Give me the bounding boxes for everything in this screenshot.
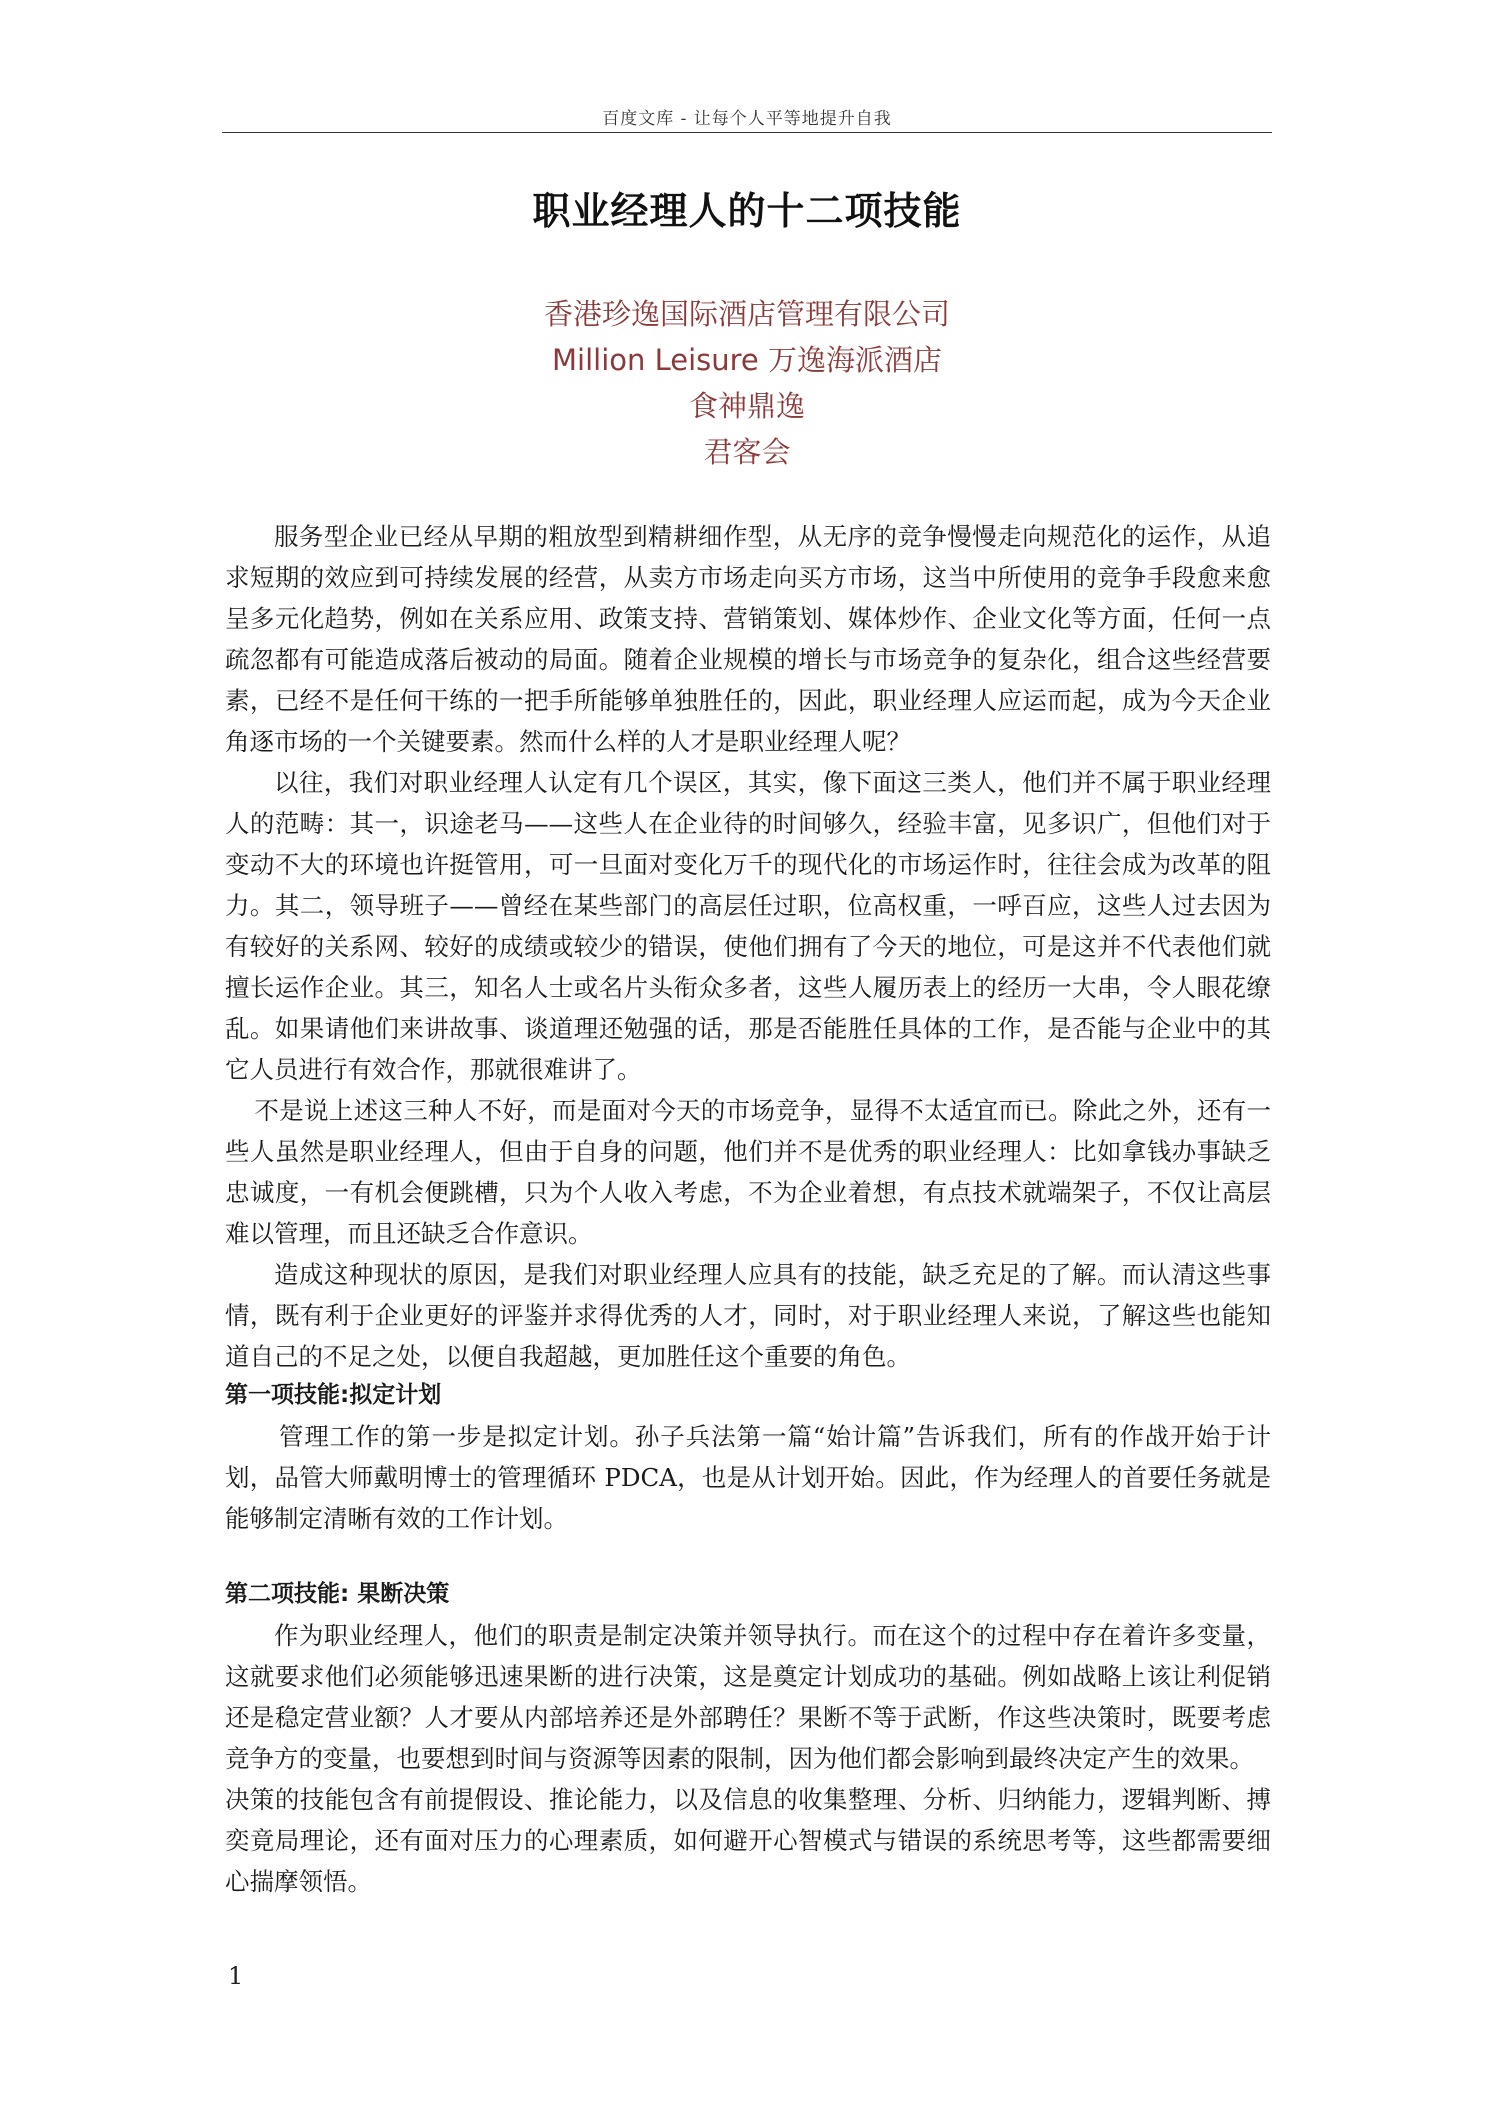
- header-divider: [222, 132, 1272, 133]
- section-2: [225, 1574, 1271, 1902]
- page-number: 1: [228, 1962, 244, 1990]
- section-2-paragraph-1: 作为职业经理人，他们的职责是制定决策并领导执行。而在这个的过程中存在着许多变量，这就要求他们必须能够迅速果断的进行决策，这是奠定计划成功的基础。例如战略上该让利促销还是稳定营业额？人才要从内部培养还是外部聘任？果断不等于武断，作这些决策时，既要考虑竞争方的变量，也要想到时间与资源等因素的限制，因为他们都会影响到最终决定产生的效果。: [225, 1621, 1271, 1773]
- section-2-paragraph-2: 决策的技能包含有前提假设、推论能力，以及信息的收集整理、分析、归纳能力，逻辑判断、搏奕竟局理论，还有面对压力的心理素质，如何避开心智模式与错误的系统思考等，这些都需要细心揣摩领悟。: [225, 1785, 1271, 1896]
- company-line-1: 香港珍逸国际酒店管理有限公司: [543, 297, 950, 331]
- company-line-4: 君客会: [703, 435, 791, 469]
- company-line-2: Million Leisure 万逸海派酒店: [552, 343, 942, 377]
- section-1-paragraph-1: 管理工作的第一步是拟定计划。孙子兵法第一篇“始计篇”告诉我们，所有的作战开始于计划，品管大师戴明博士的管理循环 PDCA，也是从计划开始。因此，作为经理人的首要任务就是能够制定清晰有效的工作计划。: [225, 1422, 1271, 1533]
- section-heading-1: 第一项技能:拟定计划: [225, 1382, 442, 1408]
- page-header: 百度文库 - 让每个人平等地提升自我: [602, 109, 892, 129]
- section-1: [225, 1375, 1271, 1539]
- section-heading-2: 第二项技能: 果断决策: [225, 1581, 450, 1607]
- paragraph-intro-4: 造成这种现状的原因，是我们对职业经理人应具有的技能，缺乏充足的了解。而认清这些事情，既有利于企业更好的评鉴并求得优秀的人才，同时，对于职业经理人来说，了解这些也能知道自己的不足之处，以便自我超越，更加胜任这个重要的角色。: [225, 1260, 1271, 1371]
- company-line-3: 食神鼎逸: [688, 389, 805, 423]
- paragraph-intro-3: 不是说上述这三种人不好，而是面对今天的市场竞争，显得不太适宜而已。除此之外，还有一些人虽然是职业经理人，但由于自身的问题，他们并不是优秀的职业经理人：比如拿钱办事缺乏忠诚度，一有机会便跳槽，只为个人收入考虑，不为企业着想，有点技术就端架子，不仅让高层难以管理，而且还缺乏合作意识。: [225, 1096, 1271, 1248]
- paragraph-intro-1: 服务型企业已经从早期的粗放型到精耕细作型，从无序的竞争慢慢走向规范化的运作，从追求短期的效应到可持续发展的经营，从卖方市场走向买方市场，这当中所使用的竞争手段愈来愈呈多元化趋势，例如在关系应用、政策支持、营销策划、媒体炒作、企业文化等方面，任何一点疏忽都有可能造成落后被动的局面。随着企业规模的增长与市场竞争的复杂化，组合这些经营要素，已经不是任何干练的一把手所能够单独胜任的，因此，职业经理人应运而起，成为今天企业角逐市场的一个关键要素。然而什么样的人才是职业经理人呢？: [225, 522, 1271, 756]
- paragraph-intro-2: 以往，我们对职业经理人认定有几个误区，其实，像下面这三类人，他们并不属于职业经理人的范畴：其一，识途老马——这些人在企业待的时间够久，经验丰富，见多识广，但他们对于变动不大的环境也许挺管用，可一旦面对变化万千的现代化的市场运作时，往往会成为改革的阻力。其二，领导班子——曾经在某些部门的高层任过职，位高权重，一呼百应，这些人过去因为有较好的关系网、较好的成绩或较少的错误，使他们拥有了今天的地位，可是这并不代表他们就擅长运作企业。其三，知名人士或名片头衔众多者，这些人履历表上的经历一大串，令人眼花缭乱。如果请他们来讲故事、谈道理还勉强的话，那是否能胜任具体的工作，是否能与企业中的其它人员进行有效合作，那就很难讲了。: [225, 768, 1271, 1084]
- document-title: 职业经理人的十二项技能: [532, 189, 962, 233]
- intro-body: [225, 516, 1271, 1377]
